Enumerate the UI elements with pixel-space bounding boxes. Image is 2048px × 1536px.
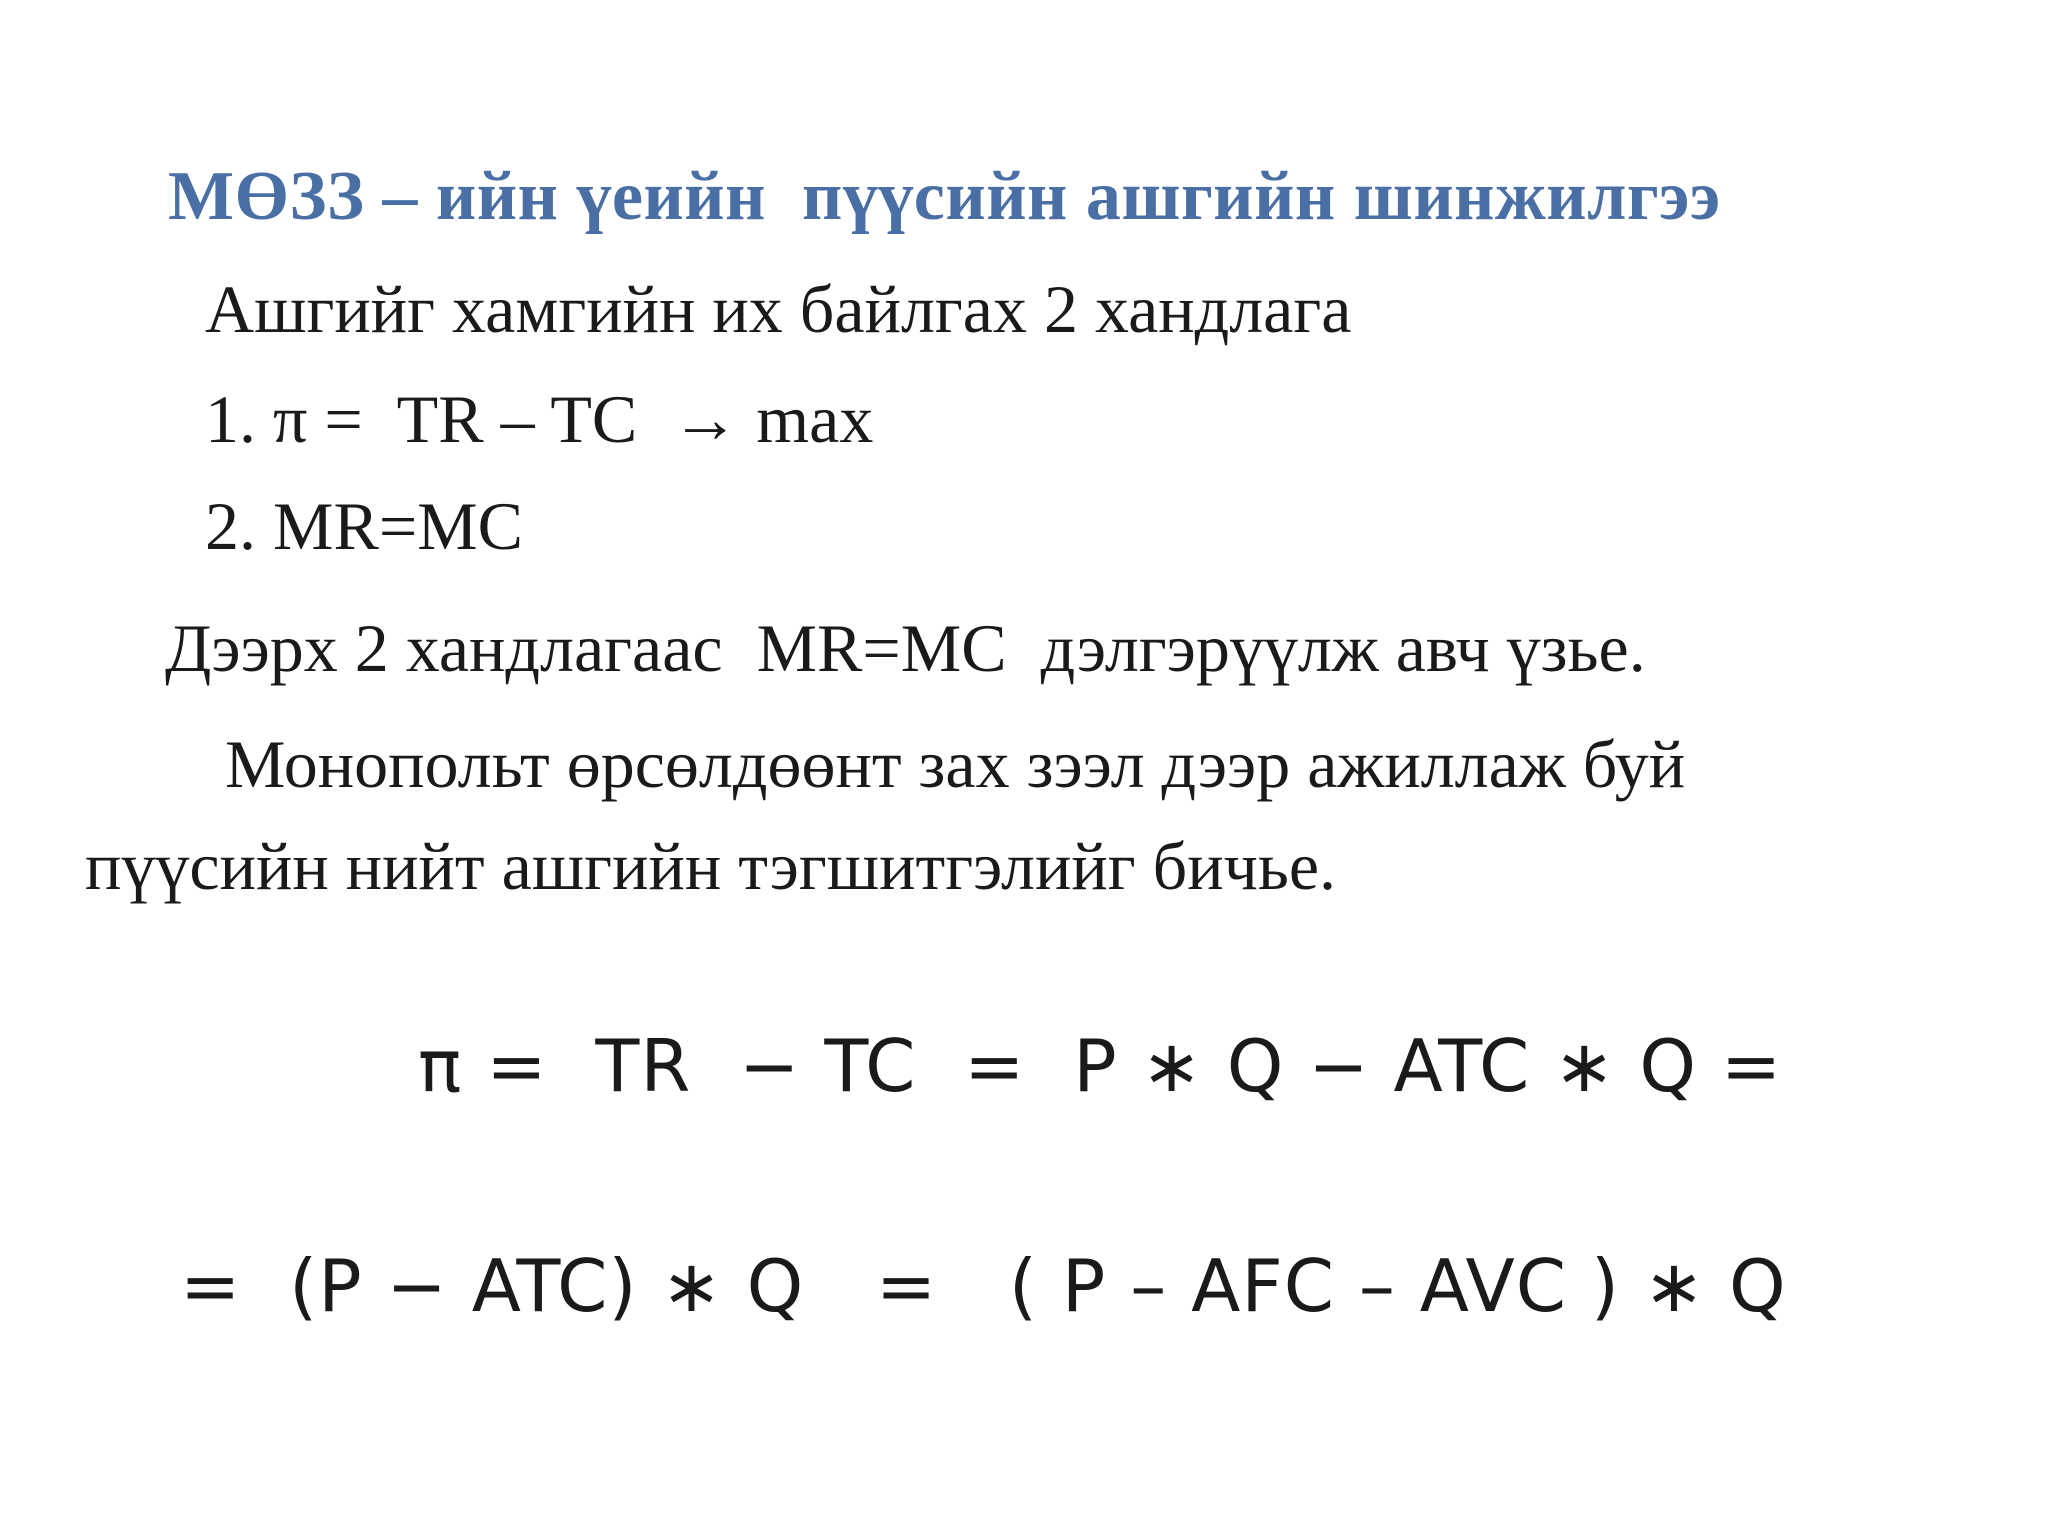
expand-text: Дээрх 2 хандлагаас MR=MC дэлгэрүүлж авч үзье. — [165, 610, 1646, 686]
subtitle: Ашгийг хамгийн их байлгах 2 хандлага — [205, 271, 1352, 347]
condition-mr-mc: 2. MR=MC — [205, 488, 523, 564]
profit-equation: π = TR − TC = P ∗ Q − ATC ∗ Q = — [418, 1024, 1783, 1108]
paragraph-line-1: Монопольт өрсөлдөөнт зах зээл дээр ажиллаж буй — [225, 726, 1686, 802]
profit-equation-continued: = (P − ATC) ∗ Q = ( P – AFC – AVC ) ∗ Q — [180, 1244, 1787, 1328]
condition-profit-max: 1. π = TR – TC → max — [205, 381, 874, 457]
slide-title: МӨЗЗ – ийн үеийн пүүсийн ашгийн шинжилгээ — [168, 158, 1721, 235]
paragraph-line-2: пүүсийн нийт ашгийн тэгшитгэлийг бичье. — [85, 828, 1337, 904]
